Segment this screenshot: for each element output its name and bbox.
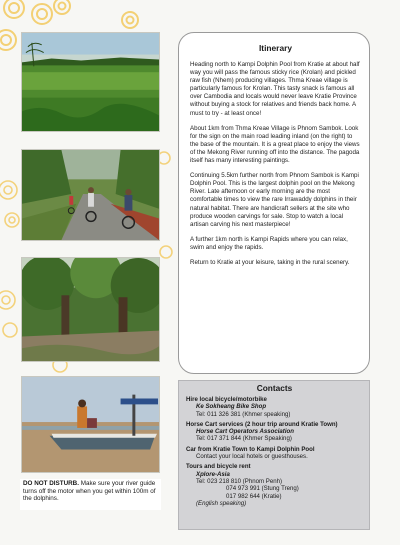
contact-phone: 017 982 644 (Kratie) — [226, 492, 282, 500]
contact-phone: Tel: 011 326 381 (Khmer speaking) — [196, 410, 291, 418]
itinerary-title: Itinerary — [258, 43, 293, 53]
itinerary-paragraph: A further 1km north is Kampi Rapids where you can relax, swim and enjoy the rapids. — [190, 235, 348, 251]
contact-car — [186, 446, 363, 461]
contact-name: Ke Sokheang Bike Shop — [196, 403, 267, 411]
contact-heading: Horse Cart services (2 hour trip around Kratie Town) — [186, 420, 338, 428]
itinerary-paragraph: Return to Kratie at your leisure, taking in the rural scenery. — [190, 258, 350, 266]
contact-language: (English speaking) — [196, 499, 247, 507]
contact-phone: Tel: 023 218 810 (Phnom Penh) — [196, 477, 283, 485]
contact-phone: 074 973 991 (Stung Treng) — [226, 485, 299, 493]
itinerary-paragraph: Heading north to Kampi Dolphin Pool from Kratie at about half way you will pass the famous sticky rice (Krolan) and pickled raw fish (Nhem) producing villages. Thma Kreae village is particularly famous for Krolan. This tasty snack is famous all over Cambodia and locals would never leave Kratie Province without buying a stock for relatives and friends back home. A must to try - at least once! — [190, 61, 360, 117]
contacts-title: Contacts — [256, 383, 293, 393]
warning-heading: DO NOT DISTURB. — [23, 480, 79, 487]
cyclists-road-photo — [21, 149, 160, 241]
do-not-disturb-note — [20, 479, 161, 510]
contact-note: Contact your local hotels or guesthouses. — [196, 453, 308, 461]
contact-name: Xplore-Asia — [196, 470, 230, 478]
itinerary-panel — [178, 32, 370, 374]
contact-heading: Tours and bicycle rent — [186, 463, 251, 471]
itinerary-paragraph: About 1km from Thma Kreae Village is Phnom Sambok. Look for the sign on the main road leading inland (on the right) to the base of the mountain. It is a great place to enjoy the views of the Mekong River running off into the distance. The pagoda itself has many interesting paintings. — [190, 124, 360, 165]
rice-field-photo — [21, 32, 160, 132]
contact-name: Horse Cart Operators Association — [196, 428, 294, 436]
contacts-panel — [178, 380, 370, 530]
contact-horse-cart — [186, 421, 363, 443]
contact-tours — [186, 463, 363, 507]
contact-bicycle-hire — [186, 396, 363, 418]
river-boat-photo — [21, 376, 160, 473]
contact-heading: Hire local bicycle/motorbike — [186, 396, 267, 403]
contact-heading: Car from Kratie Town to Kampi Dolphin Pool — [186, 445, 315, 453]
forest-scene-photo — [21, 257, 160, 362]
itinerary-paragraph: Continuing 5.5km further north from Phnom Sambok is Kampi Dolphin Pool. This is the largest dolphin pool on the Mekong River. Late afternoon or early morning are the most comfortable times to view the rare Irrawaddy dolphins in their natural habitat. There are handicraft sellers at the site who produce wooden carvings for sale. Stop to watch a local artisan carving his next masterpiece! — [190, 172, 359, 228]
contact-phone: Tel: 017 371 844 (Khmer Speaking) — [196, 435, 292, 443]
warning-text: Make sure your river guide turns off the motor when you get within 100m of the dolphins. — [23, 480, 156, 503]
